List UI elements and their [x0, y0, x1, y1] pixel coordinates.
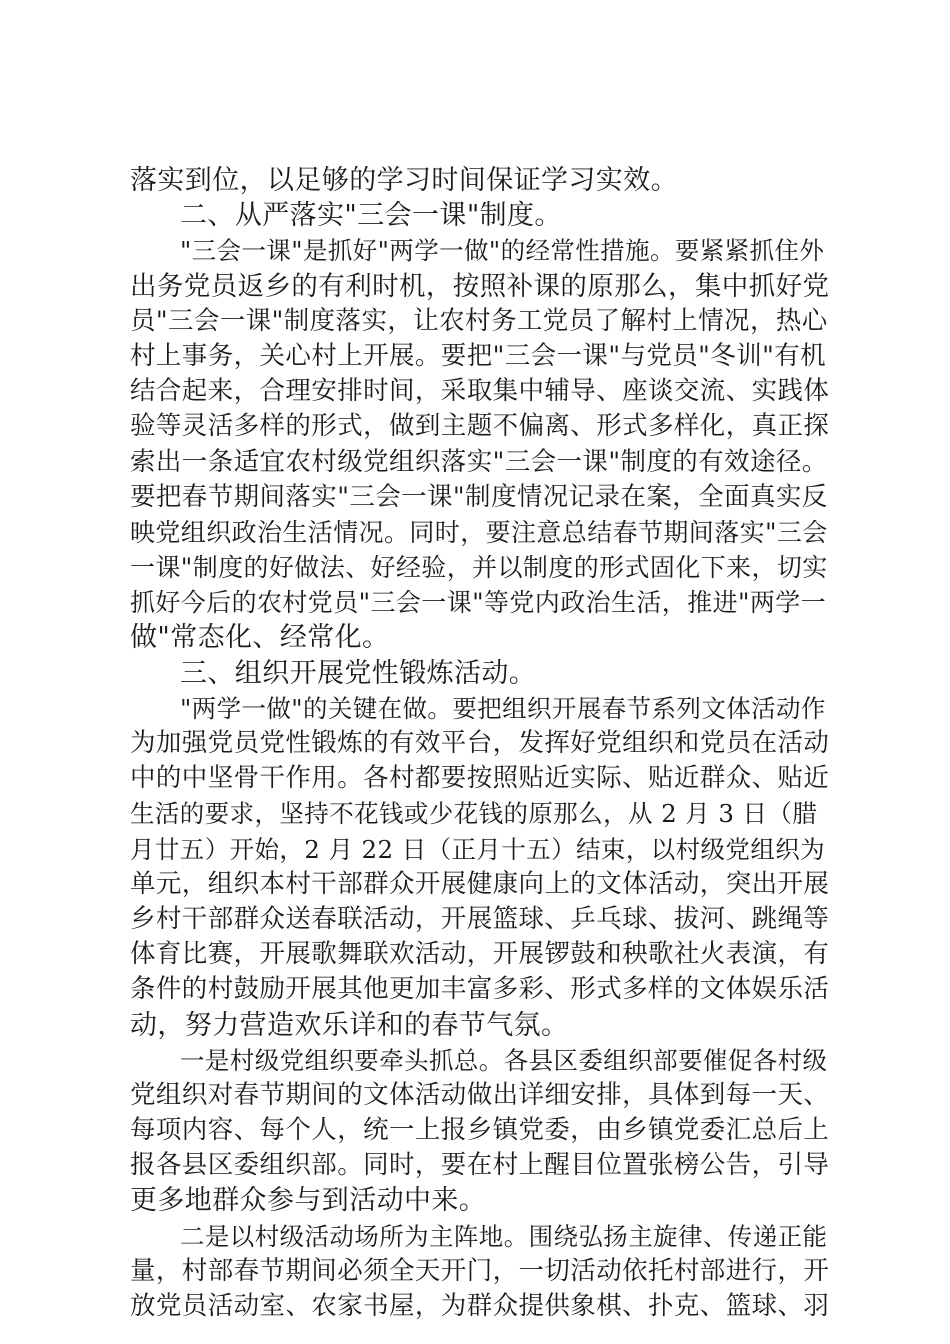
text-line: 月廿五）开始，2 月 22 日（正月十五）结束，以村级党组织为	[130, 834, 826, 864]
text-line: 三、组织开展党性锻炼活动。	[180, 657, 537, 689]
text-line: 为加强党员党性锻炼的有效平台，发挥好党组织和党员在活动	[130, 728, 830, 758]
text-line: 结合起来，合理安排时间，采取集中辅导、座谈交流、实践体	[130, 376, 830, 407]
text-line: 乡村干部群众送春联活动，开展篮球、乒乓球、拔河、跳绳等	[130, 903, 830, 934]
text-line: 单元，组织本村干部群众开展健康向上的文体活动，突出开展	[130, 868, 830, 899]
text-line: 一是村级党组织要牵头抓总。各县区委组织部要催促各村级	[180, 1045, 828, 1075]
text-line: 员"三会一课"制度落实，让农村务工党员了解村上情况，热心	[130, 305, 828, 336]
text-line: 村上事务，关心村上开展。要把"三会一课"与党员"冬训"有机	[130, 340, 827, 371]
text-line: 一课"制度的好做法、好经验，并以制度的形式固化下来，切实	[130, 553, 828, 583]
text-line: 体育比赛，开展歌舞联欢活动，开展锣鼓和秧歌社火表演，有	[130, 939, 830, 970]
text-line: 做"常态化、经常化。	[130, 622, 390, 654]
text-line: 映党组织政治生活情况。同时，要注意总结春节期间落实"三会	[130, 517, 828, 547]
text-line: 放党员活动室、农家书屋，为群众提供象棋、扑克、篮球、羽	[130, 1291, 830, 1321]
text-line: 中的中坚骨干作用。各村都要按照贴近实际、贴近群众、贴近	[130, 763, 830, 794]
text-line: "三会一课"是抓好"两学一做"的经常性措施。要紧紧抓住外	[180, 236, 825, 266]
text-line: 抓好今后的农村党员"三会一课"等党内政治生活，推进"两学一	[130, 588, 827, 618]
document-body	[130, 163, 830, 1324]
text-line: 落实到位，以足够的学习时间保证学习实效。	[130, 165, 678, 196]
text-line: 条件的村鼓励开展其他更加丰富多彩、形式多样的文体娱乐活	[130, 974, 830, 1005]
text-line: 二、从严落实"三会一课"制度。	[180, 200, 562, 232]
text-line: "两学一做"的关键在做。要把组织开展春节系列文体活动作	[180, 693, 826, 723]
text-line: 报各县区委组织部。同时，要在村上醒目位置张榜公告，引导	[130, 1150, 830, 1181]
text-line: 动，努力营造欢乐详和的春节气氛。	[130, 1009, 569, 1041]
text-line: 二是以村级活动场所为主阵地。围绕弘扬主旋律、传递正能	[180, 1221, 828, 1251]
text-line: 要把春节期间落实"三会一课"制度情况记录在案，全面真实反	[130, 481, 828, 512]
text-line: 出务党员返乡的有利时机，按照补课的原那么，集中抓好党	[130, 270, 830, 302]
text-line: 验等灵活多样的形式，做到主题不偏离、形式多样化，真正探	[130, 411, 830, 442]
text-line: 更多地群众参与到活动中来。	[130, 1185, 487, 1217]
text-line: 党组织对春节期间的文体活动做出详细安排，具体到每一天、	[130, 1079, 830, 1110]
text-line: 每项内容、每个人，统一上报乡镇党委，由乡镇党委汇总后上	[130, 1115, 830, 1146]
text-line: 生活的要求，坚持不花钱或少花钱的原那么，从 2 月 3 日（腊	[130, 799, 818, 829]
text-line: 索出一条适宜农村级党组织落实"三会一课"制度的有效途径。	[130, 446, 828, 477]
text-line: 量，村部春节期间必须全天开门，一切活动依托村部进行，开	[130, 1255, 830, 1286]
